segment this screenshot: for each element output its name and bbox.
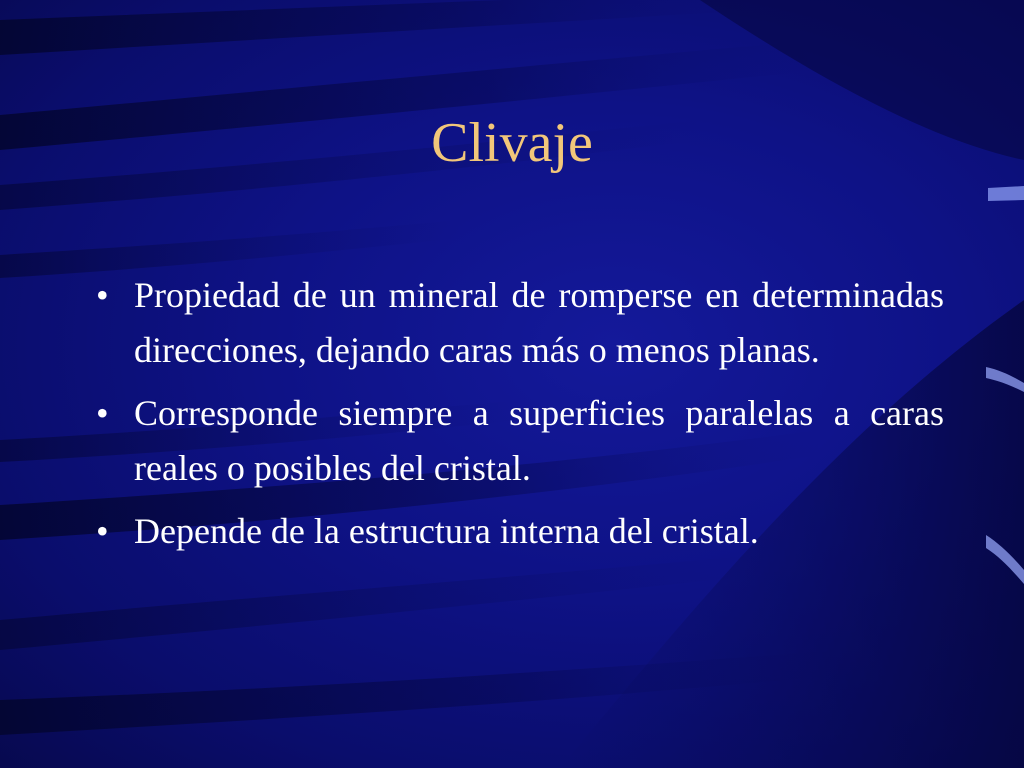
bullet-icon: • xyxy=(96,275,109,315)
bullet-icon: • xyxy=(96,393,109,433)
bullet-list xyxy=(96,268,944,567)
slide-title: Clivaje xyxy=(431,112,593,174)
bullet-text: Depende de la estructura interna del cristal. xyxy=(134,511,759,551)
streak xyxy=(0,0,760,55)
bullet-item xyxy=(96,504,944,559)
bullet-text: Corresponde siempre a superficies paralelas a caras reales o posibles del cristal. xyxy=(134,393,944,488)
bullet-icon: • xyxy=(96,511,109,551)
bullet-text: Propiedad de un mineral de romperse en determinadas direcciones, dejando caras más o menos planas. xyxy=(134,275,944,370)
streak xyxy=(0,555,760,650)
bullet-item xyxy=(96,268,944,378)
bullet-item xyxy=(96,386,944,496)
edge-mark xyxy=(988,186,1024,201)
